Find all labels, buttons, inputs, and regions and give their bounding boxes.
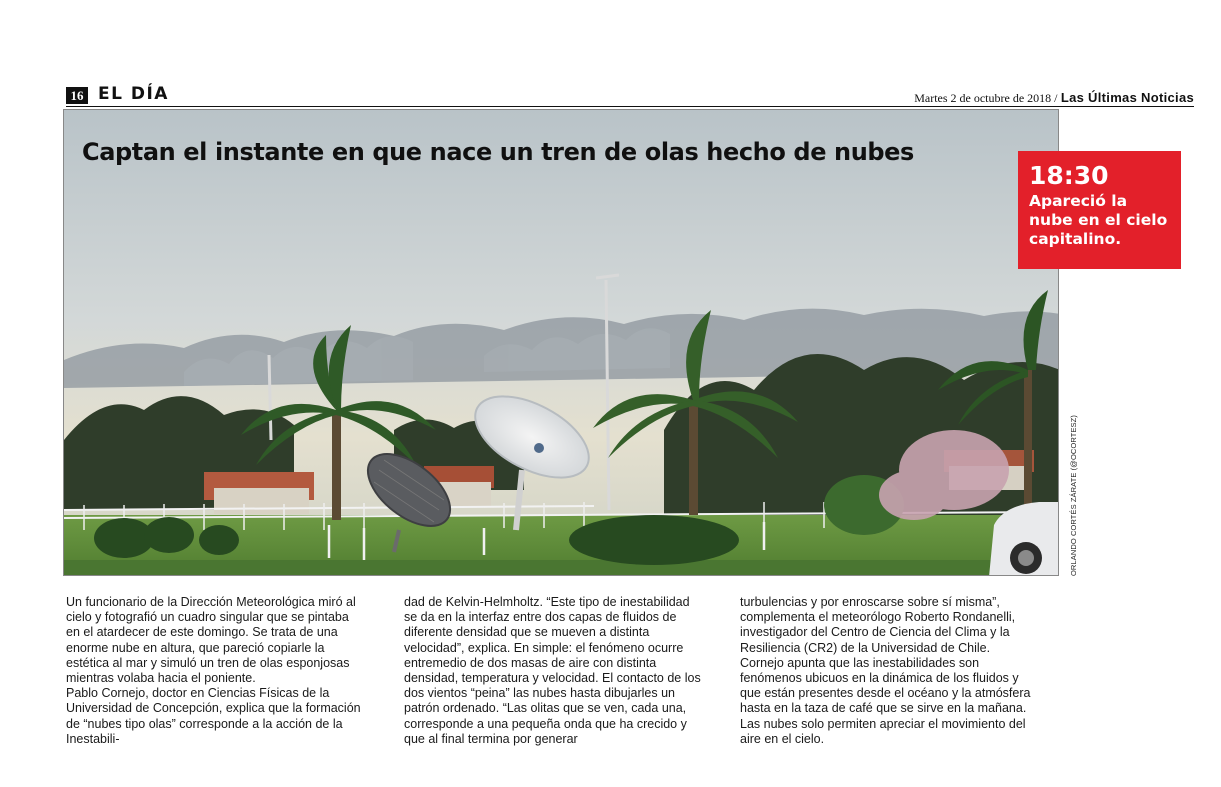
callout-time: 18:30 [1029, 161, 1109, 190]
photo-scene [64, 110, 1059, 576]
paragraph: Cornejo apunta que las inestabilidades son fenómenos ubicuos en la dinámica de los fluidos y que están presentes desde el océano y la atmósfera hasta en la taza de café que se sirve en la mañana. Las nubes solo permiten apreciar el movimiento del aire en el cielo. [740, 655, 1031, 746]
text-column-1 [66, 595, 366, 747]
paragraph: Un funcionario de la Dirección Meteorológica miró al cielo y fotografió un cuadro singular que se pintaba en el atardecer de este domingo. Se trata de una enorme nube en altura, que pareció copiarle la estética al mar y simuló un tren de olas esponjosas mientras volaba hacia el poniente. [66, 595, 356, 686]
text-column-2 [404, 595, 704, 747]
headline: Captan el instante en que nace un tren de olas hecho de nubes [82, 138, 914, 166]
text-column-3 [740, 595, 1040, 747]
page-number: 16 [66, 87, 88, 104]
time-callout [1018, 151, 1181, 269]
photo-credit: ORLANDO CORTÉS ZÁRATE (@OCORTESZ) [1069, 415, 1078, 576]
edition-info [914, 90, 1194, 106]
paragraph: turbulencias y por enroscarse sobre sí misma”, complementa el meteorólogo Roberto Rondanelli, investigador del Centro de Ciencia del Clima y la Resiliencia (CR2) de la Universidad de Chile. [740, 595, 1016, 655]
publication-name: Las Últimas Noticias [1060, 90, 1194, 105]
paragraph: dad de Kelvin-Helmholtz. “Este tipo de inestabilidad se da en la interfaz entre dos capas de fluidos de diferente densidad que se mueven a distinta velocidad”, explica. En simple: el fenómeno ocurre entremedio de dos masas de aire con distinta densidad, temperatura y velocidad. El contacto de los dos vientos “peina” las nubes hasta dibujarles un patrón ordenado. “Las olitas que se ven, cada una, corresponde a una pequeña onda que ha crecido y que al final termina por generar [404, 595, 701, 746]
callout-caption: Apareció la nube en el cielo capitalino. [1029, 192, 1168, 248]
page-header [66, 84, 1194, 107]
paragraph: Pablo Cornejo, doctor en Ciencias Físicas de la Universidad de Concepción, explica que la formación de “nubes tipo olas” corresponde a la acción de la Inestabili- [66, 686, 361, 746]
edition-date: Martes 2 de octubre de 2018 / [914, 91, 1058, 105]
section-title: EL DÍA [98, 84, 169, 104]
article-photo [63, 109, 1059, 576]
